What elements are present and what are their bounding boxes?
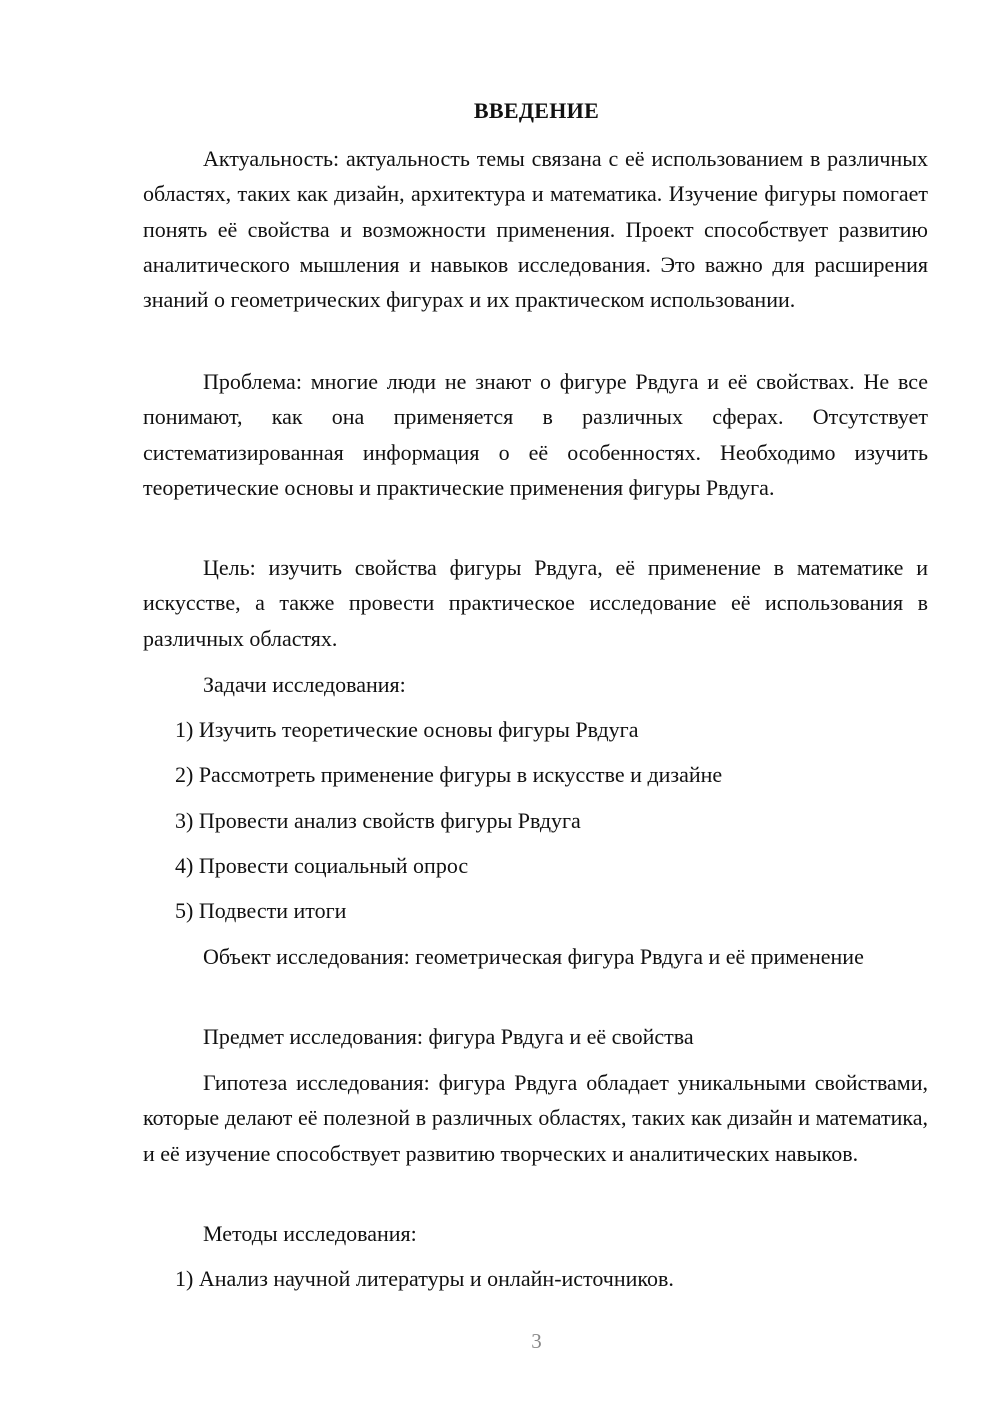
methods-heading: Методы исследования: bbox=[203, 1221, 417, 1246]
method-item-1: 1) Анализ научной литературы и онлайн-источников. bbox=[175, 1266, 674, 1291]
relevance-paragraph: Актуальность: актуальность темы связана с её использованием в различных областях, таких как дизайн, архитектура и математика. Изучение фигуры помогает понять её свойства и возможности применения. Проект способствует развитию аналитического мышления и навыков исследования. Это важно для расширения знаний о геометрических фигурах и их практическом использовании. bbox=[143, 146, 928, 313]
page-number: 3 bbox=[531, 1329, 542, 1353]
task-item-3: 3) Провести анализ свойств фигуры Рвдуга bbox=[175, 808, 581, 833]
goal-paragraph: Цель: изучить свойства фигуры Рвдуга, её применение в математике и искусстве, а также провести практическое исследование её использования в различных областях. bbox=[143, 555, 928, 651]
object-paragraph: Объект исследования: геометрическая фигура Рвдуга и её применение bbox=[203, 944, 864, 969]
problem-paragraph: Проблема: многие люди не знают о фигуре Рвдуга и её свойствах. Не все понимают, как она применяется в различных сферах. Отсутствует систематизированная информация о её особенностях. Необходимо изучить теоретические основы и практические применения фигуры Рвдуга. bbox=[143, 369, 928, 500]
page-title: ВВЕДЕНИЕ bbox=[473, 98, 600, 123]
hypothesis-paragraph: Гипотеза исследования: фигура Рвдуга обладает уникальными свойствами, которые делают её полезной в различных областях, таких как дизайн и математика, и её изучение способствует развитию творческих и аналитических навыков. bbox=[143, 1070, 928, 1166]
subject-paragraph: Предмет исследования: фигура Рвдуга и её свойства bbox=[203, 1024, 694, 1049]
task-item-5: 5) Подвести итоги bbox=[175, 898, 347, 923]
task-item-2: 2) Рассмотреть применение фигуры в искусстве и дизайне bbox=[175, 762, 723, 787]
tasks-heading: Задачи исследования: bbox=[203, 672, 406, 697]
task-item-1: 1) Изучить теоретические основы фигуры Рвдуга bbox=[175, 717, 639, 742]
task-item-4: 4) Провести социальный опрос bbox=[175, 853, 469, 878]
